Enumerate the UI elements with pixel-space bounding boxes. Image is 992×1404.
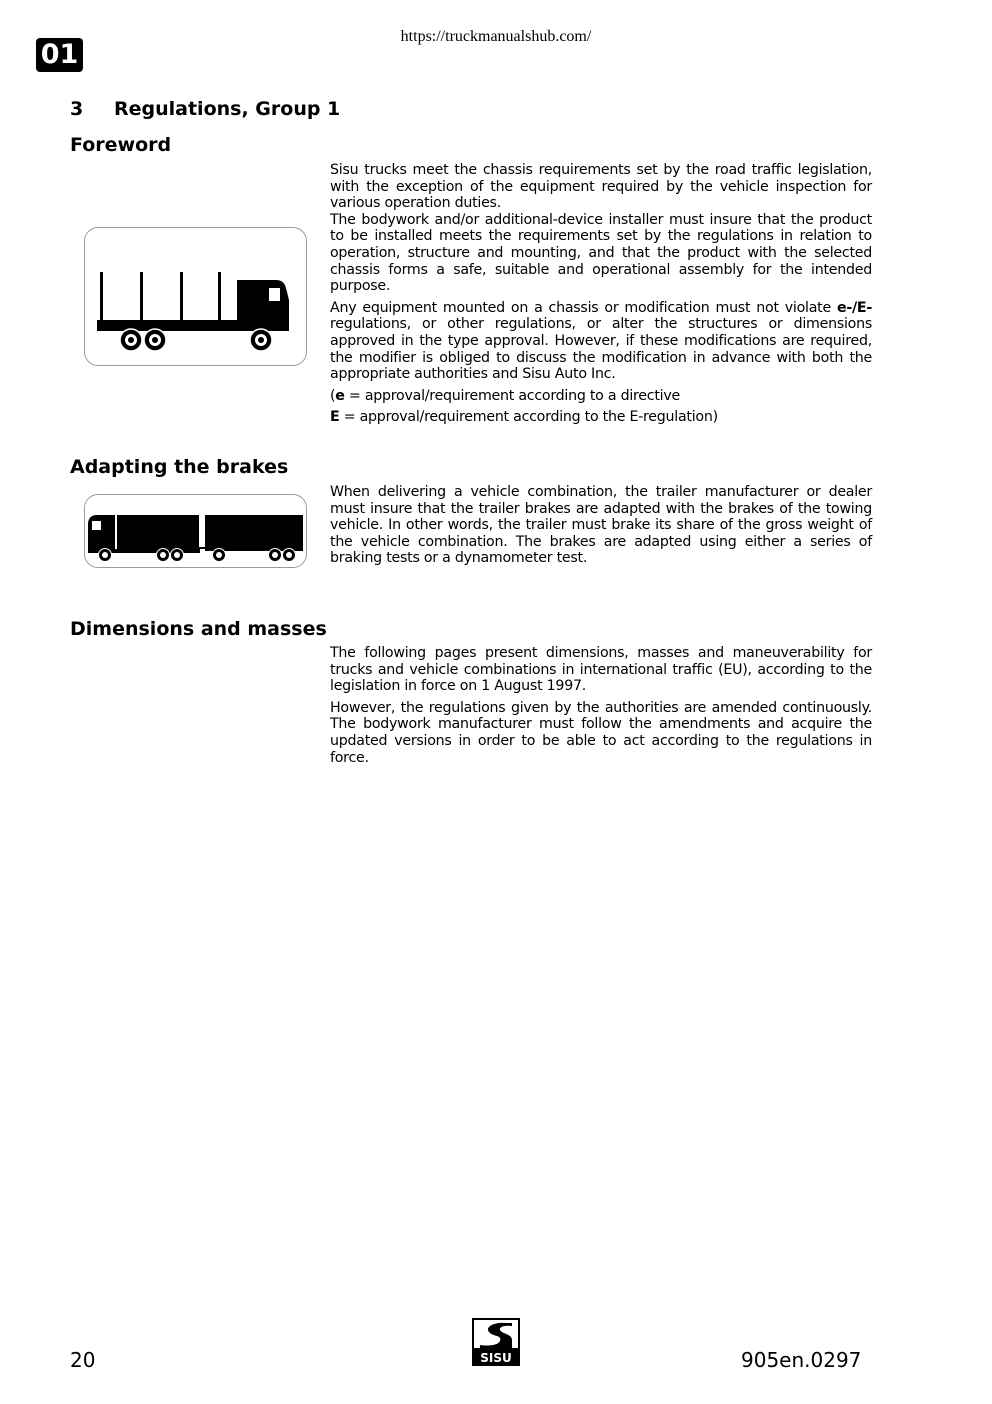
dimensions-paragraph-1: The following pages present dimensions, masses and maneuverability for trucks and vehicle combinations in international traffic (EU), according to the legislation in force on 1 August 1997. bbox=[330, 645, 872, 695]
sisu-logo-text: SISU bbox=[480, 1351, 512, 1365]
page-number: 20 bbox=[70, 1348, 96, 1372]
section-title-text: Regulations, Group 1 bbox=[114, 98, 341, 120]
note-paren: ( bbox=[330, 387, 336, 404]
note-regulation-key: E bbox=[330, 409, 340, 426]
foreword-text bbox=[330, 162, 872, 426]
foreword-paragraph-2: The bodywork and/or additional-device installer must insure that the product to be installed meets the requirements set by the regulations in relation to operation, structure and mounting, and that the product with the selected chassis forms a safe, suitable and operational assembly for the intended purpose. bbox=[330, 211, 872, 295]
truck-trailer-combination-icon bbox=[85, 495, 306, 567]
timber-truck-icon bbox=[85, 228, 306, 365]
foreword-paragraph-1: Sisu trucks meet the chassis requirements set by the road traffic legislation, with the exception of the equipment required by the vehicle inspection for various operation duties. bbox=[330, 162, 872, 212]
document-code: 905en.0297 bbox=[741, 1348, 862, 1372]
note-directive bbox=[330, 388, 872, 405]
foreword-heading: Foreword bbox=[70, 134, 172, 156]
note-directive-text: = approval/requirement according to a directive bbox=[344, 387, 680, 404]
brakes-text bbox=[330, 484, 872, 567]
note-directive-key: e bbox=[335, 387, 345, 404]
foreword-paragraph-3-lead: Any equipment mounted on a chassis or modification must not violate bbox=[330, 299, 837, 316]
brakes-figure bbox=[84, 494, 307, 568]
regulation-prefix: e-/E- bbox=[836, 299, 872, 316]
foreword-figure bbox=[84, 227, 307, 366]
foreword-paragraph-3 bbox=[330, 300, 872, 383]
foreword-paragraph-3-rest: regulations, or other regulations, or alter the structures or dimensions approved in the type approval. However, if these modifications are required, the modifier is obliged to discuss the modification in advance with both the appropriate authorities and Sisu Auto Inc. bbox=[330, 316, 872, 383]
section-title bbox=[70, 98, 340, 120]
brakes-heading: Adapting the brakes bbox=[70, 456, 289, 478]
brakes-paragraph-1: When delivering a vehicle combination, the trailer manufacturer or dealer must insure that the trailer brakes are adapted with the brakes of the towing vehicle. In other words, the trailer must brake its share of the gross weight of the vehicle combination. The brakes are adapted using either a series of braking tests or a dynamometer test. bbox=[330, 484, 872, 567]
sisu-logo-icon bbox=[472, 1318, 520, 1366]
section-number: 3 bbox=[70, 98, 84, 120]
dimensions-text bbox=[330, 645, 872, 766]
note-regulation-text: = approval/requirement according to the E-regulation) bbox=[339, 409, 718, 426]
dimensions-paragraph-2: However, the regulations given by the authorities are amended continuously. The bodywork manufacturer must follow the amendments and acquire the updated versions in order to be able to act according to the regulations in force. bbox=[330, 699, 872, 766]
dimensions-heading: Dimensions and masses bbox=[70, 618, 327, 640]
source-url[interactable]: https://truckmanualshub.com/ bbox=[400, 28, 592, 45]
chapter-tab: 01 bbox=[36, 38, 83, 72]
note-regulation bbox=[330, 409, 872, 426]
